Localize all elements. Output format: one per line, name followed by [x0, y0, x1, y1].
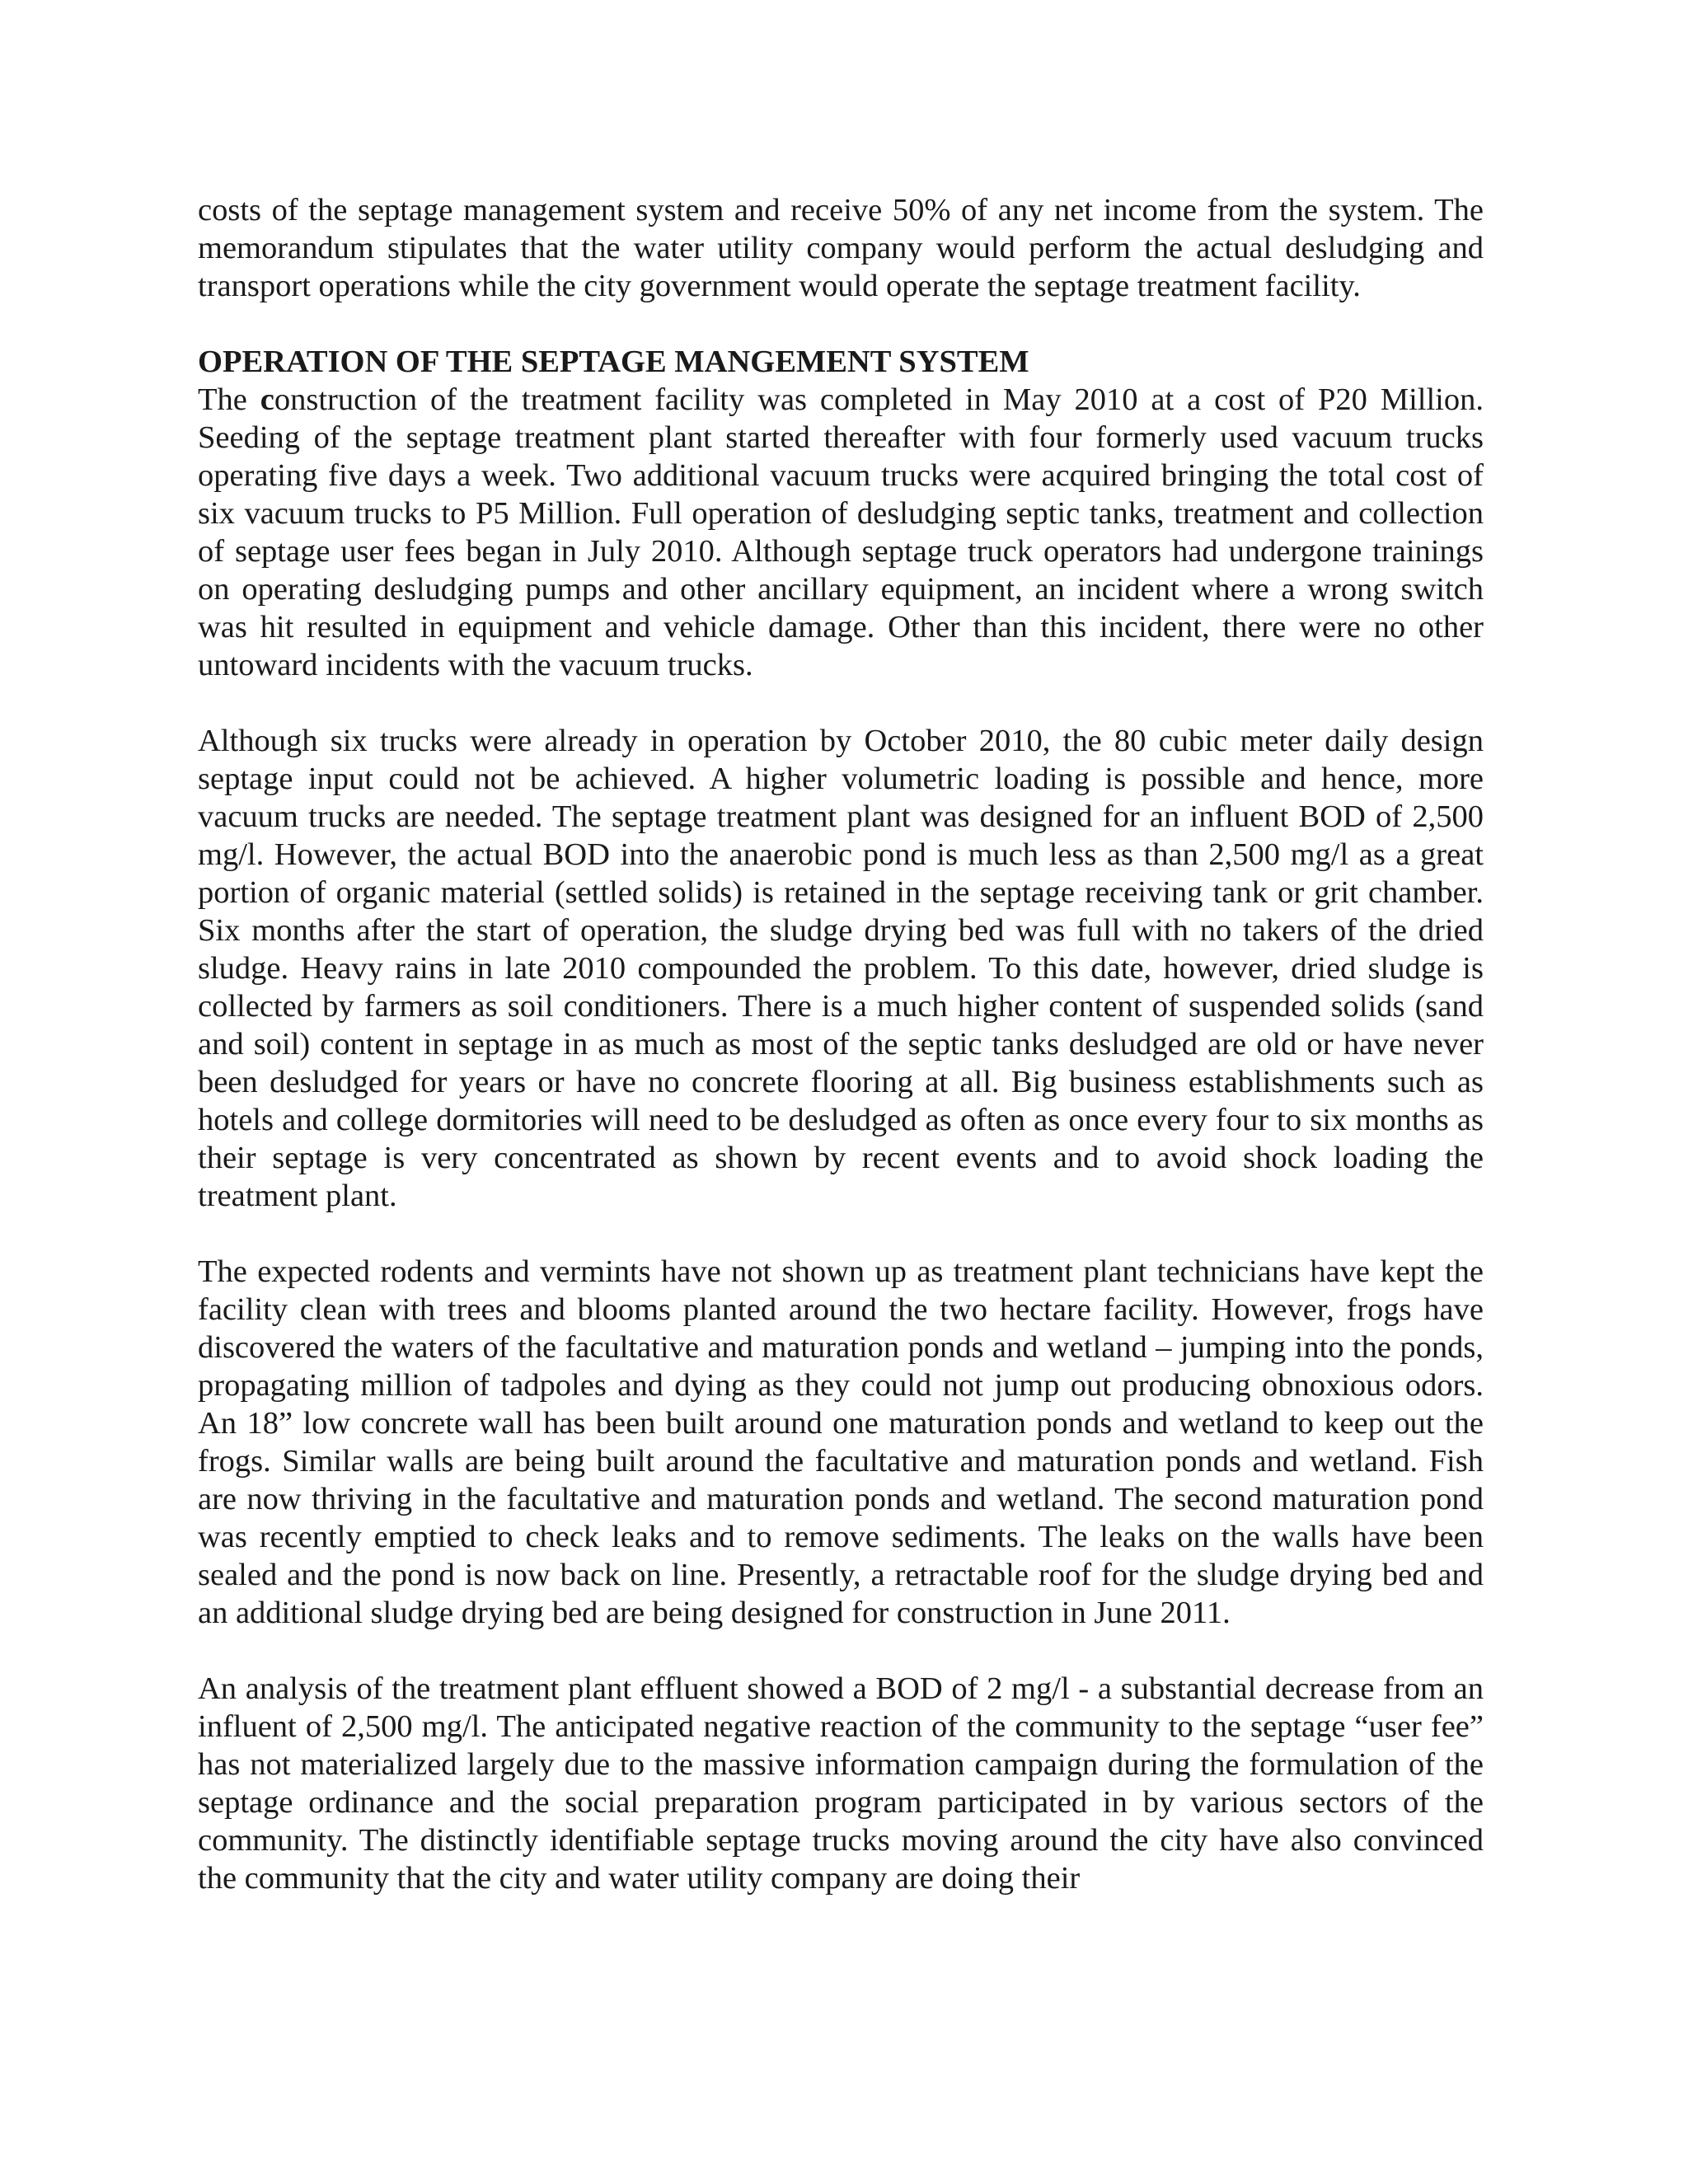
paragraph-construction-rest: onstruction of the treatment facility was completed in May 2010 at a cost of P20 Million. Seeding of the septage treatment plant started thereafter with four formerly used vacuum trucks operating five days a week. Two additional vacuum trucks were acquired bringing the total cost of six vacuum trucks to P5 Million. Full operation of desludging septic tanks, treatment and collection of septage user fees began in July 2010. Although septage truck operators had undergone trainings on operating desludging pumps and other ancillary equipment, an incident where a wrong switch was hit resulted in equipment and vehicle damage. Other than this incident, there were no other untoward incidents with the vacuum trucks.	[198, 382, 1484, 682]
paragraph-effluent-analysis: An analysis of the treatment plant effluent showed a BOD of 2 mg/l - a substantial decrease from an influent of 2,500 mg/l. The anticipated negative reaction of the community to the septage “user fee” has not materialized largely due to the massive information campaign during the formulation of the septage ordinance and the social preparation program participated in by various sectors of the community. The distinctly identifiable septage trucks moving around the city have also convinced the community that the city and water utility company are doing their	[198, 1671, 1484, 1896]
paragraph-trucks-operation: Although six trucks were already in operation by October 2010, the 80 cubic meter daily design septage input could not be achieved. A higher volumetric loading is possible and hence, more vacuum trucks are needed. The septage treatment plant was designed for an influent BOD of 2,500 mg/l. However, the actual BOD into the anaerobic pond is much less as than 2,500 mg/l as a great portion of organic material (settled solids) is retained in the septage receiving tank or grit chamber. Six months after the start of operation, the sludge drying bed was full with no takers of the dried sludge. Heavy rains in late 2010 compounded the problem. To this date, however, dried sludge is collected by farmers as soil conditioners. There is a much higher content of suspended solids (sand and soil) content in septage in as much as most of the septic tanks desludged are old or have never been desludged for years or have no concrete flooring at all. Big business establishments such as hotels and college dormitories will need to be desludged as often as once every four to six months as their septage is very concentrated as shown by recent events and to avoid shock loading the treatment plant.	[198, 724, 1484, 1213]
section-heading: OPERATION OF THE SEPTAGE MANGEMENT SYSTEM	[198, 344, 1029, 379]
paragraph-construction-bold-letter: c	[260, 382, 274, 417]
document-page	[198, 191, 1484, 1897]
intro-paragraph: costs of the septage management system and receive 50% of any net income from the system. The memorandum stipulates that the water utility company would perform the actual desludging and transport operations while the city government would operate the septage treatment facility.	[198, 193, 1484, 303]
paragraph-rodents-frogs: The expected rodents and vermints have not shown up as treatment plant technicians have kept the facility clean with trees and blooms planted around the two hectare facility. However, frogs have discovered the waters of the facultative and maturation ponds and wetland – jumping into the ponds, propagating million of tadpoles and dying as they could not jump out producing obnoxious odors. An 18” low concrete wall has been built around one maturation ponds and wetland to keep out the frogs. Similar walls are being built around the facultative and maturation ponds and wetland. Fish are now thriving in the facultative and maturation ponds and wetland. The second maturation pond was recently emptied to check leaks and to remove sediments. The leaks on the walls have been sealed and the pond is now back on line. Presently, a retractable roof for the sludge drying bed and an additional sludge drying bed are being designed for construction in June 2011.	[198, 1254, 1484, 1630]
paragraph-construction-lead: The	[198, 382, 260, 417]
paragraph-construction	[198, 381, 1484, 684]
